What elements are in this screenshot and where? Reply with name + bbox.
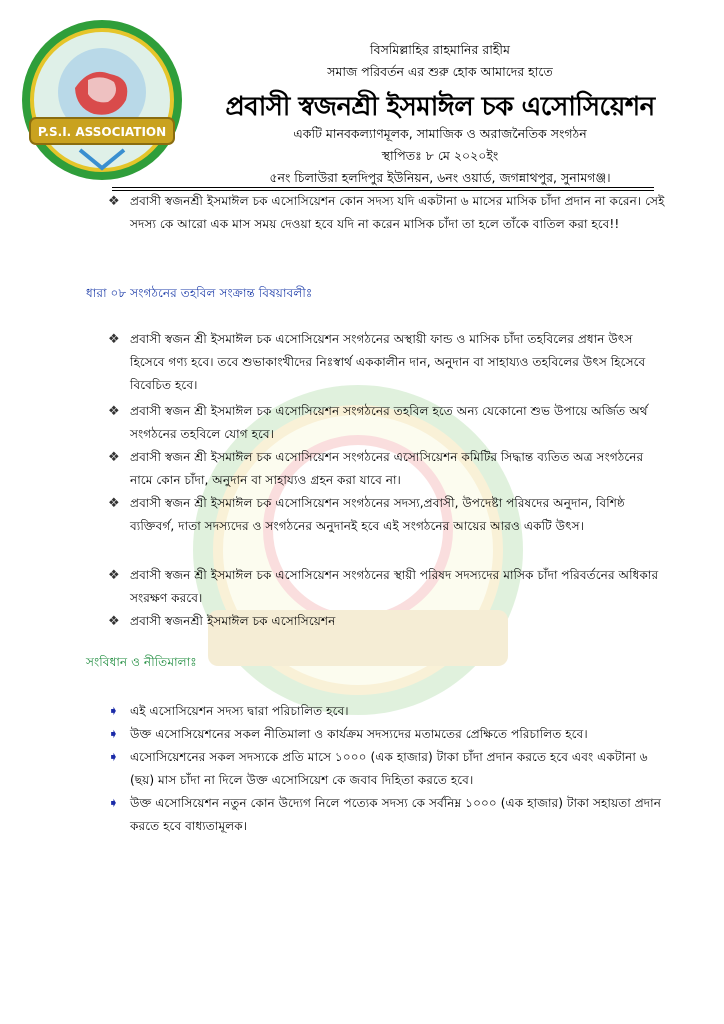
list-item-text: এই এসোসিয়েশন সদস্য দ্বারা পরিচালিত হবে। bbox=[130, 704, 349, 718]
list-item-text: প্রবাসী স্বজন শ্রী ইসমাঈল চক এসোসিয়েশন সংগঠনের সদস্য,প্রবাসী, উপদেষ্টা পরিষদের অনুদান, বিশিষ্ঠ ব্যক্তিবর্গ, দাতা সদস্যদের ও সংগঠনের অনুদানই হবে এই সংগঠনের আয়ের আরও একটি উৎস। bbox=[130, 496, 625, 533]
list-item bbox=[108, 746, 668, 792]
founded-date: স্থাপিতঃ ৮ মে ২০২০ইং bbox=[381, 148, 499, 163]
diamond-bullet-icon: ❖ bbox=[108, 614, 120, 629]
diamond-bullet-icon: ❖ bbox=[108, 404, 120, 419]
bismillah-line: বিসমিল্লাহির রাহমানির রাহীম bbox=[370, 42, 510, 57]
list-item bbox=[108, 400, 668, 446]
logo-text: P.S.I. ASSOCIATION bbox=[37, 125, 167, 139]
list-item-text: প্রবাসী স্বজন শ্রী ইসমাঈল চক এসোসিয়েশন সংগঠনের অস্থায়ী ফান্ড ও মাসিক চাঁদা তহবিলের প্রধান উৎস হিসেবে গণ্য হবে। তবে শুভাকাংখীদের নিঃস্বার্থ এককালীন দান, অনুদান বা সাহায্যও তহবিলের উৎস হিসেবে বিবেচিত হবে। bbox=[130, 332, 646, 392]
list-item-text: প্রবাসী স্বজনশ্রী ইসমাঈল চক এসোসিয়েশন bbox=[130, 614, 336, 628]
diamond-bullet-icon: ❖ bbox=[108, 194, 120, 209]
slogan-line: সমাজ পরিবর্তন এর শুরু হোক আমাদের হাতে bbox=[327, 64, 553, 79]
list-item bbox=[108, 564, 668, 610]
diamond-bullet-icon: ❖ bbox=[108, 332, 120, 347]
list-item-text: প্রবাসী স্বজন শ্রী ইসমাঈল চক এসোসিয়েশন সংগঠনের এসোসিয়েশন কমিটির সিদ্ধান্ত ব্যতিত অত্র সংগঠনের নামে কোন চাঁদা, অনুদান বা সাহায্যও গ্রহন করা যাবে না। bbox=[130, 450, 644, 487]
section-heading-fund: ধারা ০৮ সংগঠনের তহবিল সংক্রান্ত বিষয়াবলীঃ bbox=[86, 286, 313, 300]
organization-title: প্রবাসী স্বজনশ্রী ইসমাঈল চক এসোসিয়েশন bbox=[225, 92, 655, 122]
association-logo bbox=[20, 18, 184, 182]
diamond-bullet-icon: ❖ bbox=[108, 450, 120, 465]
diamond-bullet-icon: ❖ bbox=[108, 568, 120, 583]
list-item-text: উক্ত এসোসিয়েশনের সকল নীতিমালা ও কার্যক্রম সদস্যদের মতামতের প্রেক্ষিতে পরিচালিত হবে। bbox=[130, 727, 588, 741]
list-item bbox=[108, 792, 668, 838]
arrow-bullet-icon: ➧ bbox=[108, 750, 119, 765]
list-item bbox=[108, 723, 668, 746]
list-item bbox=[108, 700, 668, 723]
arrow-bullet-icon: ➧ bbox=[108, 727, 119, 742]
address-line: ৫নং চিলাউরা হলদিপুর ইউনিয়ন, ৬নং ওয়ার্ড, জগন্নাথপুর, সুনামগঞ্জ। bbox=[269, 170, 611, 185]
list-item-text: প্রবাসী স্বজন শ্রী ইসমাঈল চক এসোসিয়েশন সংগঠনের স্থায়ী পরিষদ সদস্যদের মাসিক চাঁদা পরিবর্তনের অধিকার সংরক্ষণ করবে। bbox=[130, 568, 659, 605]
arrow-bullet-icon: ➧ bbox=[108, 704, 119, 719]
list-item bbox=[108, 446, 668, 492]
header-divider bbox=[112, 187, 654, 188]
arrow-bullet-icon: ➧ bbox=[108, 796, 119, 811]
list-item bbox=[108, 492, 668, 538]
intro-bullet bbox=[108, 190, 668, 236]
bullet-text: প্রবাসী স্বজনশ্রী ইসমাঈল চক এসোসিয়েশন কোন সদস্য যদি একটানা ৬ মাসের মাসিক চাঁদা প্রদান না করেন। সেই সদস্য কে আরো এক মাস সময় দেওয়া হবে যদি না করেন মাসিক চাঁদা তা হলে তাঁকে বাতিল করা হবে!! bbox=[130, 194, 665, 231]
section-heading-constitution: সংবিধান ও নীতিমালাঃ bbox=[86, 655, 197, 669]
list-item-text: এসোসিয়েশনের সকল সদস্যকে প্রতি মাসে ১০০০ (এক হাজার) টাকা চাঁদা প্রদান করতে হবে এবং একটানা ৬ (ছয়) মাস চাঁদা না দিলে উক্ত এসোসিয়েশ কে জবাব দিহিতা করতে হবে। bbox=[130, 750, 648, 787]
organization-subtitle: একটি মানবকল্যাণমূলক, সামাজিক ও অরাজনৈতিক সংগঠন bbox=[293, 126, 587, 141]
list-item bbox=[108, 610, 668, 633]
list-item-text: প্রবাসী স্বজন শ্রী ইসমাঈল চক এসোসিয়েশন সংগঠনের তহবিল হতে অন্য যেকোনো শুভ উপায়ে অর্জিত অর্থ সংগঠনের তহবিলে যোগ হবে। bbox=[130, 404, 648, 441]
list-item bbox=[108, 328, 668, 397]
list-item-text: উক্ত এসোসিয়েশন নতুন কোন উদ্যেগ নিলে পত্যেক সদস্য কে সর্বনিম্ন ১০০০ (এক হাজার) টাকা সহায়তা প্রদান করতে হবে বাধ্যতামূলক। bbox=[130, 796, 661, 833]
diamond-bullet-icon: ❖ bbox=[108, 496, 120, 511]
